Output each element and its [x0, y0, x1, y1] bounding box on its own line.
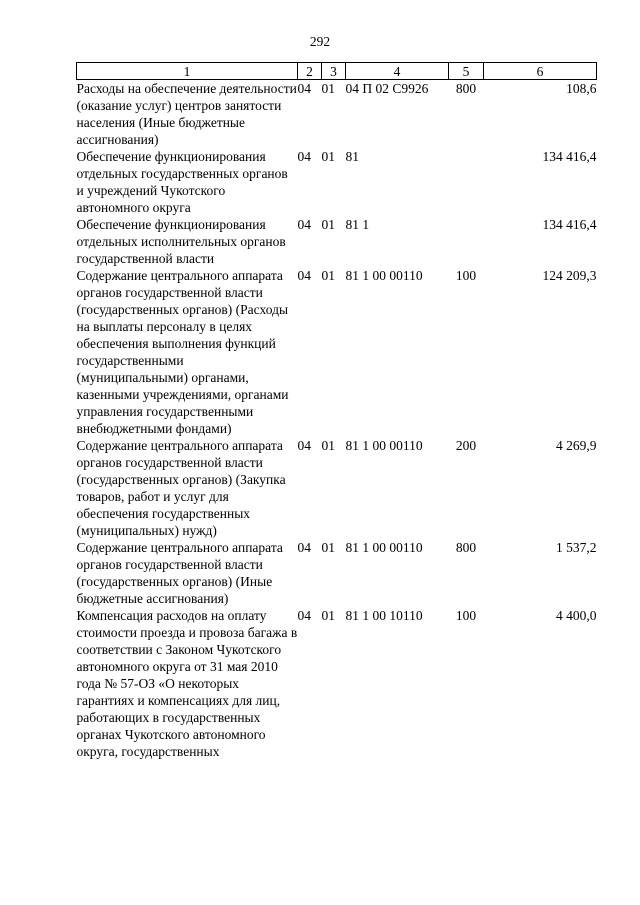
- row-amount: 134 416,4: [542, 149, 597, 164]
- row-amount: 4 400,0: [556, 608, 597, 623]
- table-row: [77, 539, 597, 607]
- column-header: 1: [77, 63, 298, 80]
- row-expense-type: 100: [455, 268, 477, 283]
- row-expense-type: 800: [455, 81, 477, 96]
- column-header: 4: [346, 63, 449, 80]
- table-row: [77, 216, 597, 267]
- table-row: [77, 267, 597, 437]
- row-description: Содержание центрального аппарата органов государственной власти (государственных органов) (Закупка товаров, работ и услуг для обеспечения государственных (муниципальных) нужд): [76, 438, 286, 538]
- row-description: Расходы на обеспечение деятельности (оказание услуг) центров занятости населения (Иные бюджетные ассигнования): [76, 81, 297, 147]
- row-expense-type: 800: [455, 540, 477, 555]
- row-target-article: 04 П 02 С9926: [345, 81, 429, 96]
- column-header: 6: [484, 63, 597, 80]
- row-section: 04: [297, 217, 311, 232]
- row-target-article: 81 1: [345, 217, 370, 232]
- row-subsection: 01: [321, 540, 335, 555]
- row-subsection: 01: [321, 149, 335, 164]
- row-section: 04: [297, 268, 311, 283]
- header-row: [77, 63, 597, 80]
- row-expense-type: [449, 216, 484, 267]
- column-header: 2: [298, 63, 322, 80]
- row-description: Обеспечение функционирования отдельных государственных органов и учреждений Чукотского автономного округа: [76, 149, 288, 215]
- row-description: Содержание центрального аппарата органов государственной власти (государственных органов) (Расходы на выплаты персоналу в целях обеспечения выполнения функций государственными (муниципальными) органами, казенными учреждениями, органами управления государственными внебюджетными фондами): [76, 268, 289, 436]
- row-section: 04: [297, 540, 311, 555]
- table-row: [77, 148, 597, 216]
- row-target-article: 81 1 00 00110: [345, 268, 423, 283]
- row-subsection: 01: [321, 438, 335, 453]
- row-amount: 108,6: [566, 81, 597, 96]
- row-section: 04: [297, 149, 311, 164]
- row-expense-type: [449, 148, 484, 216]
- page-number: 292: [309, 34, 331, 49]
- row-subsection: 01: [321, 81, 335, 96]
- row-subsection: 01: [321, 268, 335, 283]
- row-description: Обеспечение функционирования отдельных исполнительных органов государственной власти: [76, 217, 286, 266]
- row-section: 04: [297, 608, 311, 623]
- row-target-article: 81: [345, 149, 359, 164]
- row-expense-type: 100: [455, 608, 477, 623]
- row-target-article: 81 1 00 00110: [345, 438, 423, 453]
- table-row: [77, 80, 597, 149]
- row-subsection: 01: [321, 217, 335, 232]
- table-row: [77, 607, 597, 760]
- row-subsection: 01: [321, 608, 335, 623]
- row-description: Компенсация расходов на оплату стоимости проезда и провоза багажа в соответствии с Законом Чукотского автономного округа от 31 мая 2010 года № 57-ОЗ «О некоторых гарантиях и компенсациях для лиц, работающих в государственных органах Чукотского автономного округа, государственных: [76, 608, 298, 759]
- row-amount: 1 537,2: [556, 540, 597, 555]
- row-amount: 124 209,3: [542, 268, 597, 283]
- row-amount: 134 416,4: [542, 217, 597, 232]
- row-target-article: 81 1 00 00110: [345, 540, 423, 555]
- column-header: 5: [449, 63, 484, 80]
- row-description: Содержание центрального аппарата органов государственной власти (государственных органов) (Иные бюджетные ассигнования): [76, 540, 283, 606]
- row-expense-type: 200: [455, 438, 477, 453]
- row-section: 04: [297, 438, 311, 453]
- row-target-article: 81 1 00 10110: [345, 608, 423, 623]
- budget-table: [76, 62, 597, 760]
- row-amount: 4 269,9: [556, 438, 597, 453]
- column-header: 3: [322, 63, 346, 80]
- table-row: [77, 437, 597, 539]
- row-section: 04: [297, 81, 311, 96]
